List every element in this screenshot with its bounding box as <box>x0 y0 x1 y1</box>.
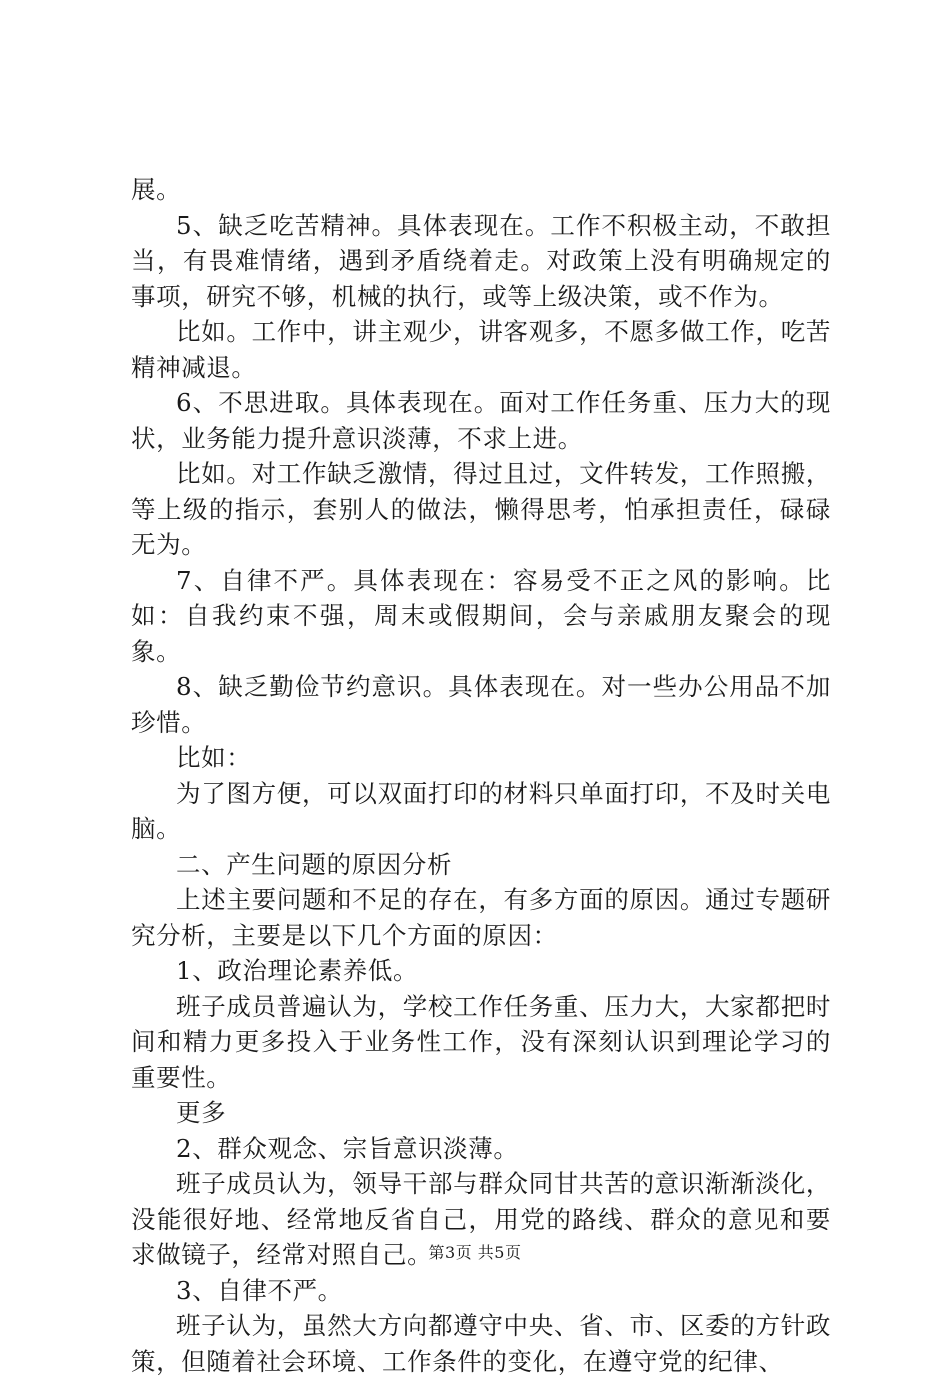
paragraph: 班子认为，虽然大方向都遵守中央、省、市、区委的方针政策，但随着社会环境、工作条件的变化，在遵守党的纪律、 <box>131 1311 831 1376</box>
subheading: 1、政治理论素养低。 <box>176 956 419 985</box>
section-heading: 二、产生问题的原因分析 <box>176 849 453 879</box>
paragraph: 班子成员认为，领导干部与群众同甘共苦的意识渐渐淡化，没能很好地、经常地反省自己，用党的路线、群众的意见和要求做镜子，经常对照自己。 <box>131 1169 831 1269</box>
subheading: 3、自律不严。 <box>176 1275 343 1305</box>
paragraph: 8、缺乏勤俭节约意识。具体表现在。对一些办公用品不加珍惜。 <box>131 672 831 737</box>
paragraph: 比如。对工作缺乏激情，得过且过，文件转发，工作照搬，等上级的指示，套别人的做法，懒得思考，怕承担责任，碌碌无为。 <box>131 459 831 559</box>
paragraph: 班子成员普遍认为，学校工作任务重、压力大，大家都把时间和精力更多投入于业务性工作，没有深刻认识到理论学习的重要性。 <box>131 991 831 1092</box>
more-link[interactable]: 更多 <box>176 1098 227 1127</box>
paragraph: 比如： <box>176 743 252 772</box>
page-number-footer: 第3页 共5页 <box>428 1243 522 1262</box>
document-body <box>131 172 831 1379</box>
paragraph: 6、不思进取。具体表现在。面对工作任务重、压力大的现状，业务能力提升意识淡薄，不求上进。 <box>131 388 831 453</box>
paragraph: 5、缺乏吃苦精神。具体表现在。工作不积极主动，不敢担当，有畏难情绪，遇到矛盾绕着走。对政策上没有明确规定的事项，研究不够，机械的执行，或等上级决策，或不作为。 <box>131 210 831 311</box>
paragraph: 展。 <box>131 175 182 204</box>
paragraph: 上述主要问题和不足的存在，有多方面的原因。通过专题研究分析，主要是以下几个方面的原因： <box>131 885 831 950</box>
subheading: 2、群众观念、宗旨意识淡薄。 <box>176 1133 519 1163</box>
paragraph: 为了图方便，可以双面打印的材料只单面打印，不及时关电脑。 <box>131 778 831 843</box>
paragraph: 7、自律不严。具体表现在：容易受不正之风的影响。比如：自我约束不强，周末或假期间，会与亲戚朋友聚会的现象。 <box>131 565 831 666</box>
paragraph: 比如。工作中，讲主观少，讲客观多，不愿多做工作，吃苦精神减退。 <box>131 317 831 382</box>
